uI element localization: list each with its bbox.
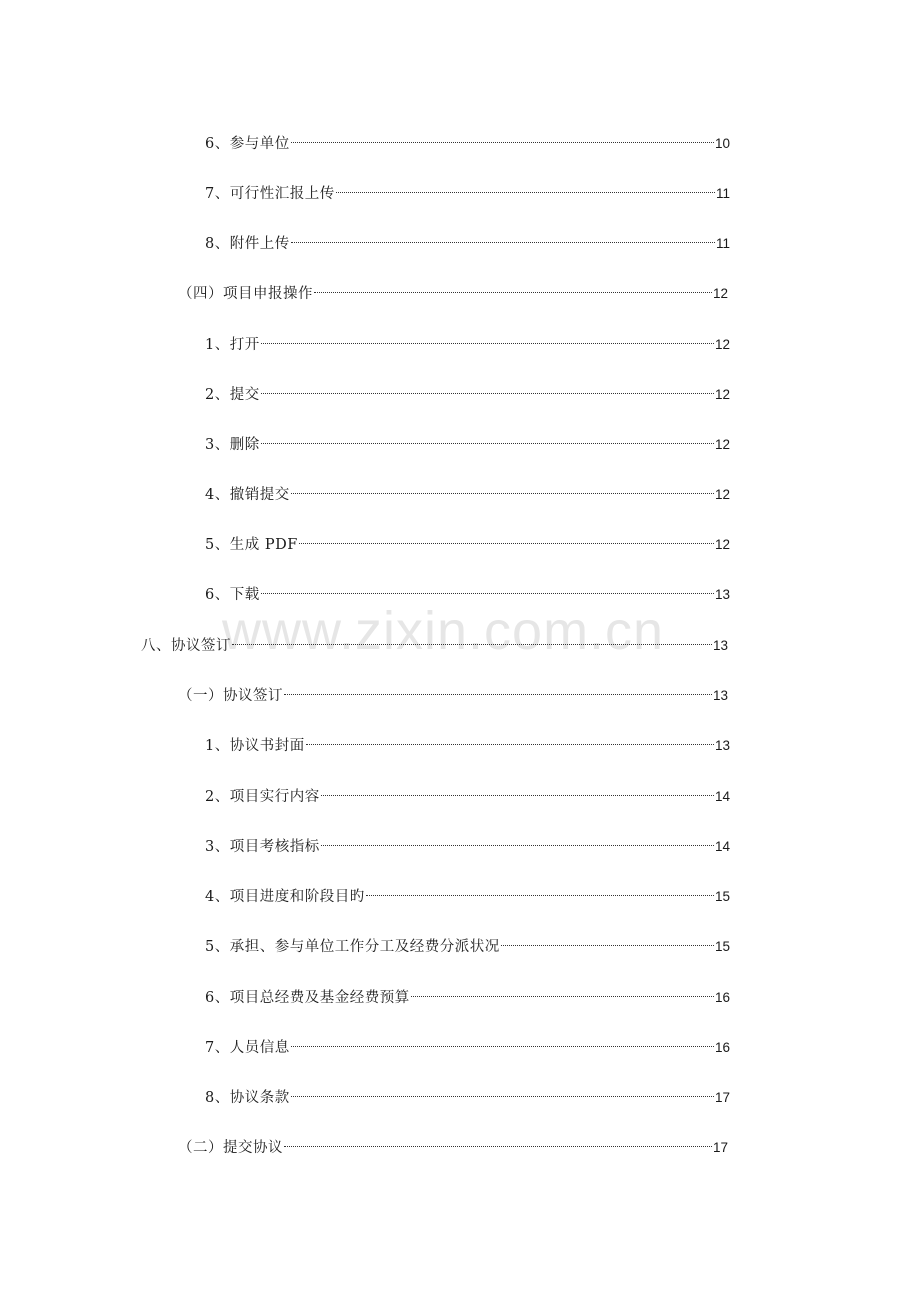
toc-entry-page: 10 xyxy=(714,136,730,151)
toc-entry-page: 15 xyxy=(714,889,730,904)
toc-entry-page: 16 xyxy=(714,990,730,1005)
toc-entry-label: 八、协议签订 xyxy=(141,638,231,654)
toc-entry-label: 7、人员信息 xyxy=(205,1040,290,1056)
toc-entry-page: 13 xyxy=(714,587,730,602)
toc-entry-page: 11 xyxy=(715,186,730,201)
toc-entry-label: 3、删除 xyxy=(205,437,260,453)
toc-entry-label: 1、协议书封面 xyxy=(205,738,305,754)
toc-entry-page: 12 xyxy=(714,537,730,552)
toc-entry[interactable] xyxy=(205,829,730,855)
toc-entry-label: （二）提交协议 xyxy=(178,1140,283,1156)
toc-entry[interactable] xyxy=(205,527,730,553)
toc-entry-page: 11 xyxy=(715,236,730,251)
toc-leader-dots xyxy=(261,577,714,599)
toc-entry-label: 5、承担、参与单位工作分工及经费分派状况 xyxy=(205,939,500,955)
toc-leader-dots xyxy=(299,527,714,549)
toc-entry-page: 12 xyxy=(714,437,730,452)
toc-leader-dots xyxy=(291,477,714,499)
toc-entry-page: 17 xyxy=(712,1140,728,1155)
toc-entry-label: 7、可行性汇报上传 xyxy=(205,186,335,202)
toc-entry[interactable] xyxy=(205,176,730,202)
toc-entry[interactable] xyxy=(205,1080,730,1106)
toc-entry-label: 6、项目总经费及基金经费预算 xyxy=(205,990,410,1006)
toc-leader-dots xyxy=(232,628,712,650)
toc-entry-label: 8、附件上传 xyxy=(205,236,290,252)
toc-entry[interactable] xyxy=(178,276,728,302)
toc-entry[interactable] xyxy=(178,1130,728,1156)
toc-leader-dots xyxy=(261,427,714,449)
toc-leader-dots xyxy=(261,327,714,349)
toc-entry-page: 14 xyxy=(714,839,730,854)
toc-entry-label: 4、撤销提交 xyxy=(205,487,290,503)
toc-leader-dots xyxy=(336,176,715,198)
toc-leader-dots xyxy=(306,728,714,750)
toc-entry[interactable] xyxy=(205,427,730,453)
toc-entry[interactable] xyxy=(205,779,730,805)
toc-entry-page: 13 xyxy=(712,638,728,653)
toc-entry-page: 15 xyxy=(714,939,730,954)
toc-entry[interactable] xyxy=(178,678,728,704)
toc-entry[interactable] xyxy=(205,879,730,905)
toc-entry[interactable] xyxy=(205,728,730,754)
toc-entry-label: 1、打开 xyxy=(205,337,260,353)
toc-leader-dots xyxy=(284,1130,712,1152)
toc-entry-page: 17 xyxy=(714,1090,730,1105)
toc-entry[interactable] xyxy=(205,226,730,252)
toc-entry-page: 14 xyxy=(714,789,730,804)
toc-leader-dots xyxy=(321,829,714,851)
toc-leader-dots xyxy=(291,1030,714,1052)
toc-entry-label: 5、生成 PDF xyxy=(205,537,298,553)
toc-entry[interactable] xyxy=(205,126,730,152)
toc-leader-dots xyxy=(291,226,715,248)
toc-entry[interactable] xyxy=(205,929,730,955)
toc-leader-dots xyxy=(411,980,714,1002)
toc-entry-page: 16 xyxy=(714,1040,730,1055)
toc-entry[interactable] xyxy=(205,327,730,353)
toc-entry-label: 6、下载 xyxy=(205,587,260,603)
toc-entry-page: 13 xyxy=(712,688,728,703)
toc-entry-label: 4、项目进度和阶段目旳 xyxy=(205,889,365,905)
toc-entry[interactable] xyxy=(205,980,730,1006)
toc-entry-label: 2、项目实行内容 xyxy=(205,789,320,805)
toc-entry[interactable] xyxy=(141,628,728,654)
toc-entry-label: 8、协议条款 xyxy=(205,1090,290,1106)
toc-leader-dots xyxy=(321,779,714,801)
toc-leader-dots xyxy=(366,879,714,901)
toc-entry-page: 12 xyxy=(714,487,730,502)
toc-leader-dots xyxy=(501,929,714,951)
toc-entry-page: 12 xyxy=(712,286,728,301)
toc-leader-dots xyxy=(291,1080,714,1102)
watermark: www.zixin.com.cn xyxy=(222,601,665,661)
toc-entry-page: 12 xyxy=(714,387,730,402)
toc-leader-dots xyxy=(284,678,712,700)
toc-leader-dots xyxy=(291,126,714,148)
toc-entry[interactable] xyxy=(205,477,730,503)
toc-entry-label: 2、提交 xyxy=(205,387,260,403)
toc-leader-dots xyxy=(261,377,714,399)
toc-entry-label: （四）项目申报操作 xyxy=(178,286,313,302)
toc-entry[interactable] xyxy=(205,377,730,403)
toc-entry-page: 13 xyxy=(714,738,730,753)
toc-entry[interactable] xyxy=(205,577,730,603)
toc-entry-label: （一）协议签订 xyxy=(178,688,283,704)
toc-entry-page: 12 xyxy=(714,337,730,352)
toc-entry-label: 3、项目考核指标 xyxy=(205,839,320,855)
toc-leader-dots xyxy=(314,276,712,298)
toc-entry-label: 6、参与单位 xyxy=(205,136,290,152)
toc-entry[interactable] xyxy=(205,1030,730,1056)
